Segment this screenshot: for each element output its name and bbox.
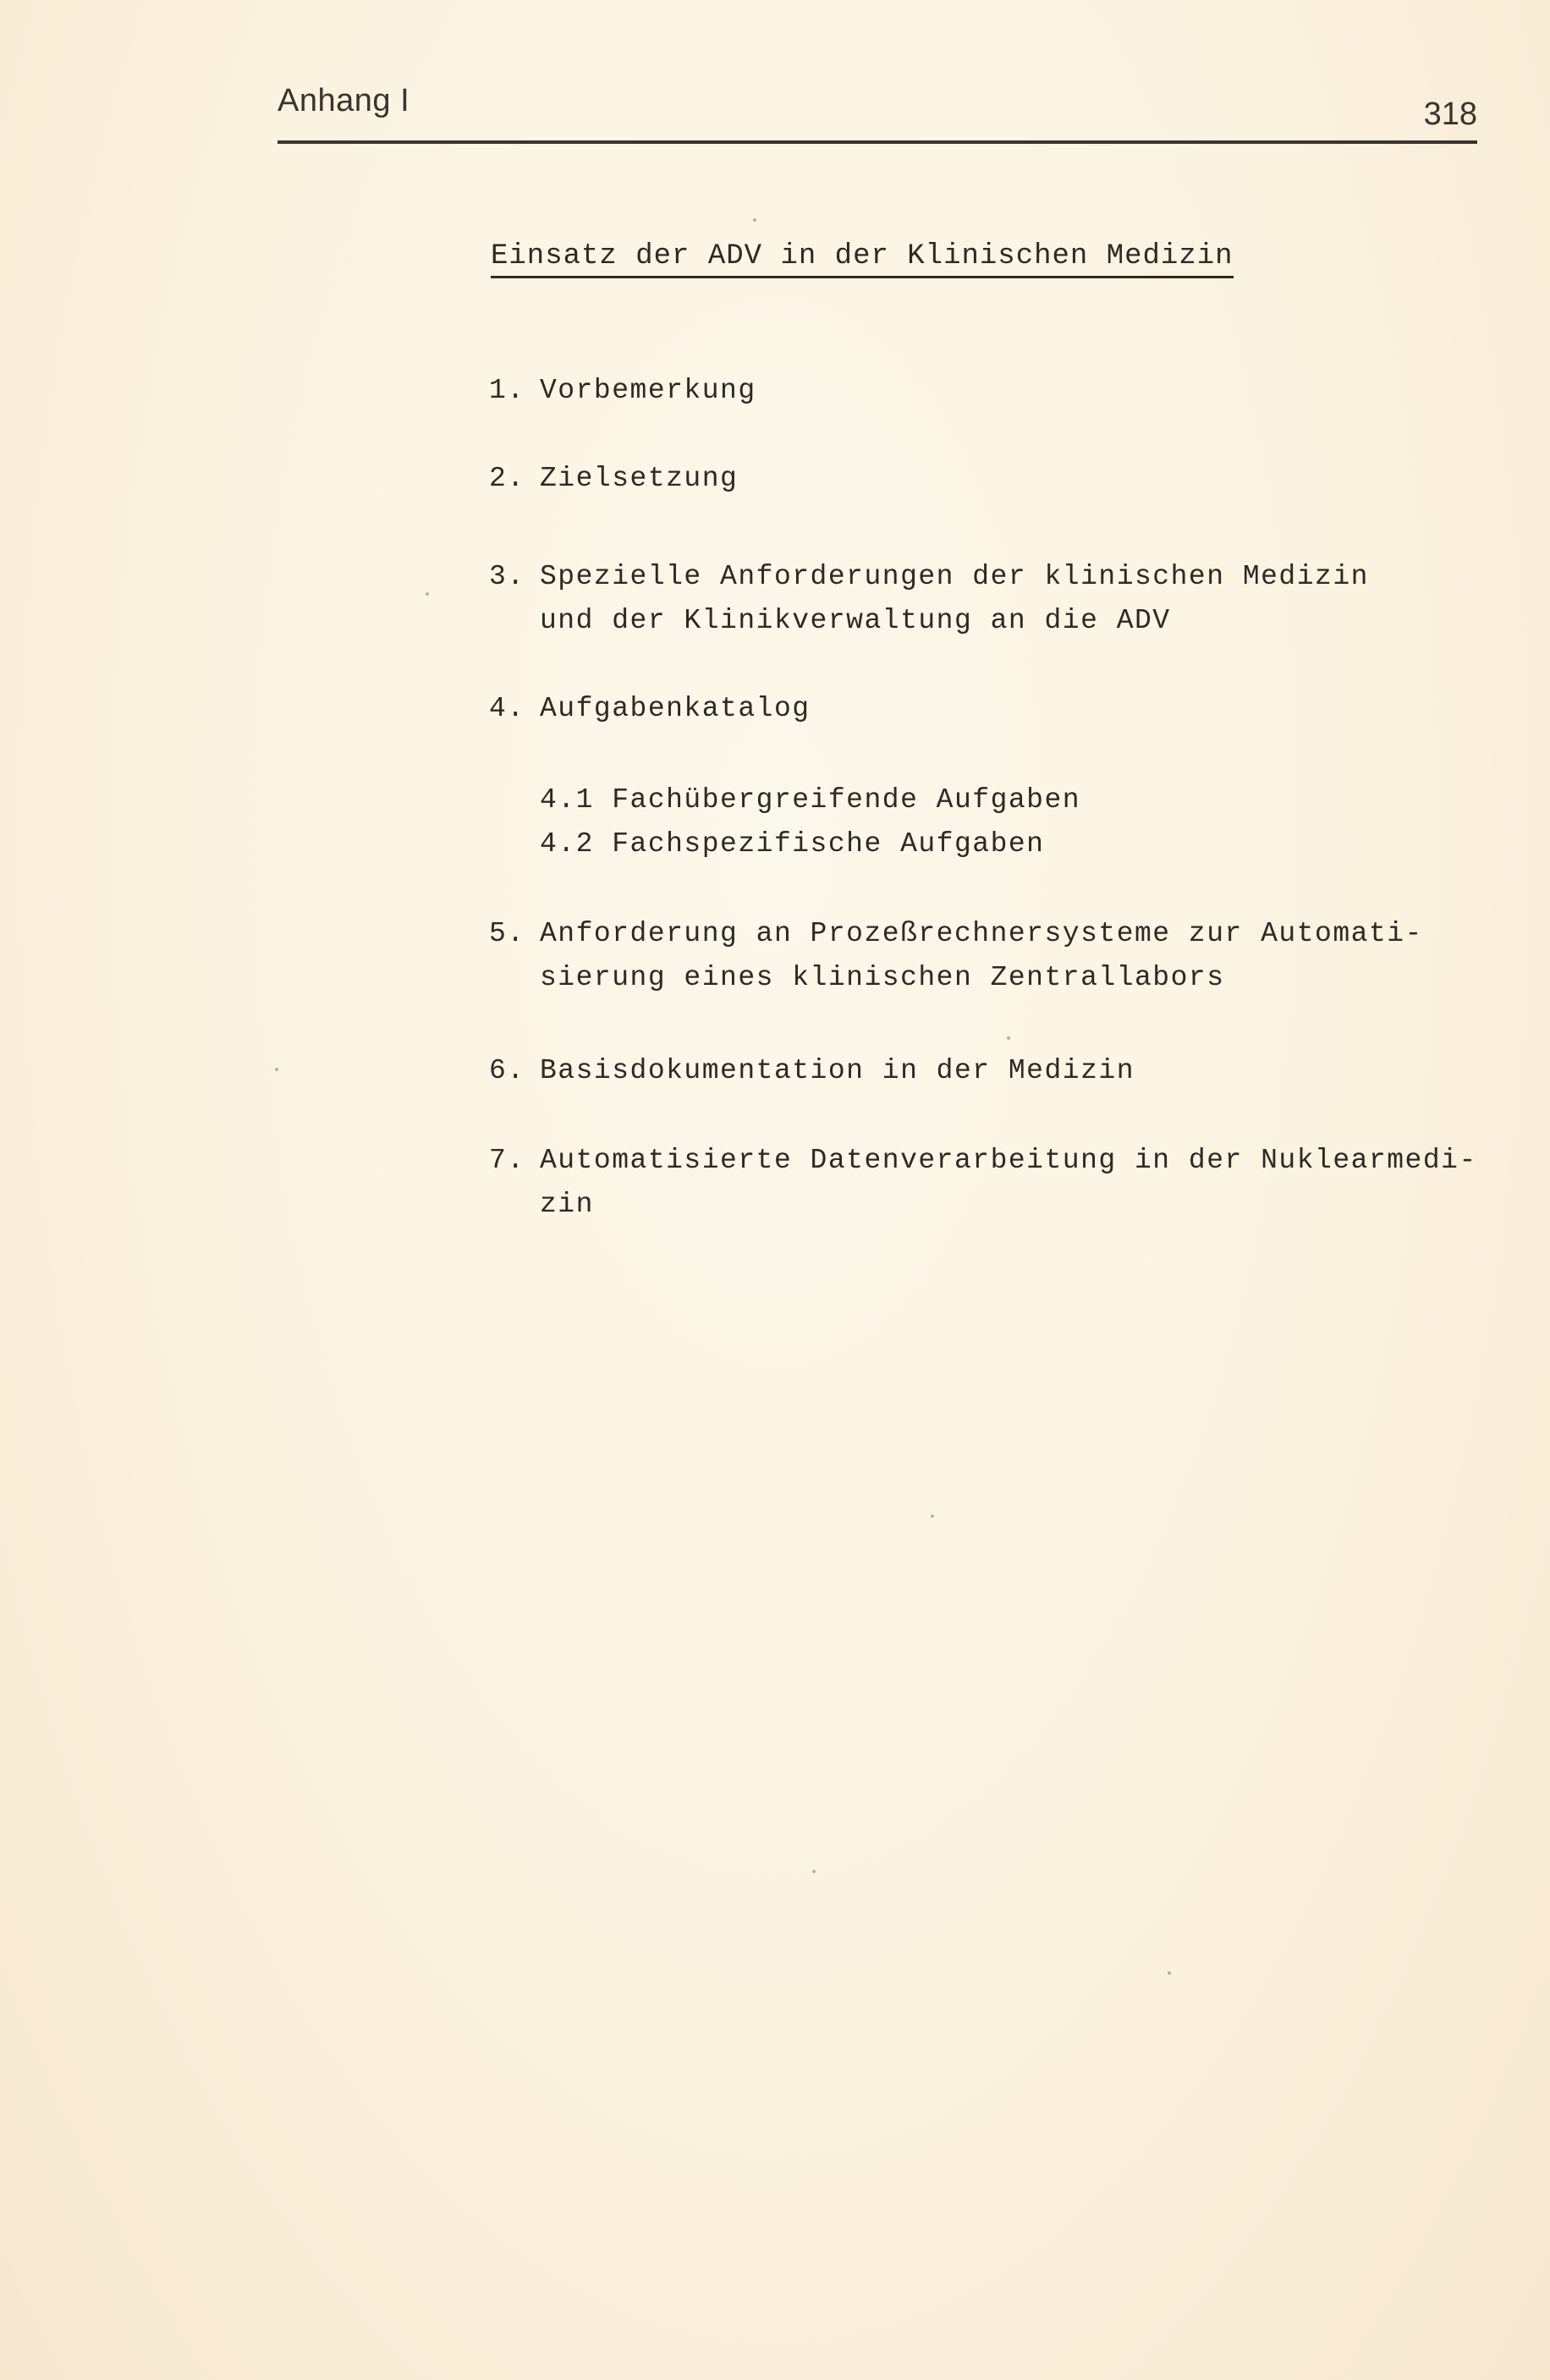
toc-item-text: Anforderung an Prozeßrechnersysteme zur Automati- [540, 918, 1423, 949]
toc-item-number: 5. [489, 918, 525, 949]
page-number: 318 [1423, 96, 1477, 132]
toc-item-text-continued: und der Klinikverwaltung an die ADV [540, 605, 1171, 636]
toc-subitem-4-2: 4.2 Fachspezifische Aufgaben [540, 828, 1045, 860]
toc-item-text: Vorbemerkung [540, 375, 756, 406]
toc-item-text: Spezielle Anforderungen der klinischen Medizin [540, 561, 1369, 592]
toc-item-number: 1. [489, 375, 525, 406]
toc-item-5 [489, 912, 1423, 1000]
toc-item-6 [489, 1049, 1135, 1093]
toc-item-number: 7. [489, 1145, 525, 1176]
paper-speck [753, 218, 756, 222]
toc-item-4 [489, 687, 811, 731]
toc-subitem-4-1: 4.1 Fachübergreifende Aufgaben [540, 784, 1081, 816]
toc-item-text: Aufgabenkatalog [540, 693, 811, 724]
header-rule [278, 140, 1477, 144]
toc-item-7 [489, 1139, 1477, 1227]
toc-item-1 [489, 369, 756, 413]
paper-speck [1168, 1971, 1171, 1975]
toc-item-3 [489, 555, 1369, 643]
toc-item-number: 2. [489, 463, 525, 494]
toc-item-number: 3. [489, 561, 525, 592]
toc-item-text-continued: sierung eines klinischen Zentrallabors [540, 962, 1225, 993]
paper-speck [275, 1068, 278, 1071]
running-header-section: Anhang I [278, 83, 410, 118]
paper-speck [812, 1870, 816, 1873]
page-title: Einsatz der ADV in der Klinischen Medizin [491, 240, 1234, 278]
paper-speck [426, 592, 429, 596]
paper-speck [1007, 1036, 1010, 1040]
paper-speck [931, 1514, 934, 1518]
toc-item-text-continued: zin [540, 1189, 594, 1220]
toc-item-text: Zielsetzung [540, 463, 739, 494]
toc-item-text: Automatisierte Datenverarbeitung in der Nuklearmedi- [540, 1145, 1477, 1176]
toc-item-number: 4. [489, 693, 525, 724]
toc-item-number: 6. [489, 1055, 525, 1086]
toc-item-2 [489, 457, 738, 501]
toc-item-text: Basisdokumentation in der Medizin [540, 1055, 1135, 1086]
